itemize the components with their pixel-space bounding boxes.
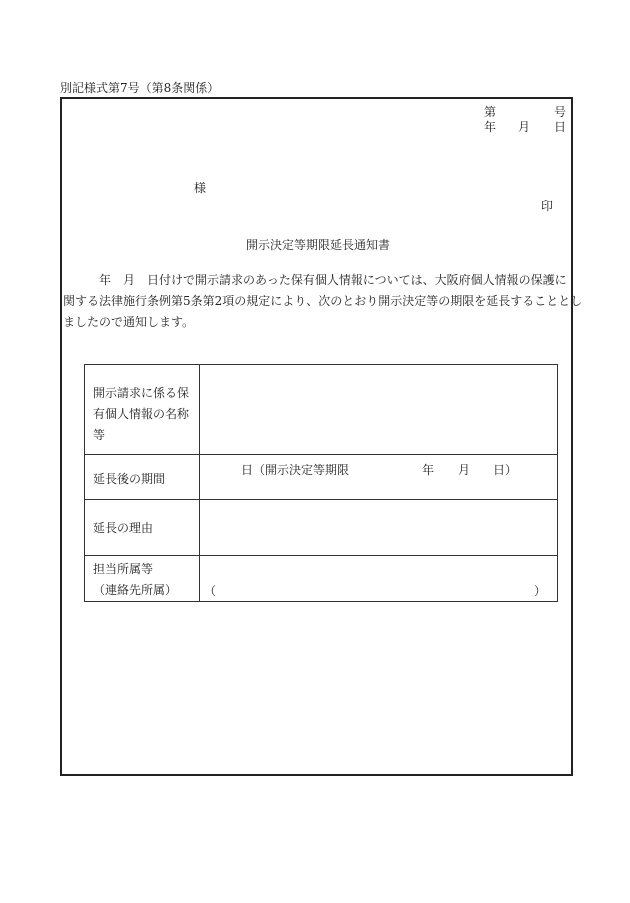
value-cell-name[interactable] <box>200 365 558 455</box>
close-paren: ） <box>534 584 547 598</box>
value-cell-contact[interactable] <box>200 556 558 602</box>
body-paragraph <box>63 270 583 333</box>
form-label: 別記様式第7号（第8条関係） <box>60 81 220 95</box>
open-paren: （ <box>204 584 217 598</box>
label-line: 担当所属等 <box>93 562 154 576</box>
table-row <box>85 556 558 602</box>
value-cell-reason[interactable] <box>200 500 558 556</box>
seal-mark: 印 <box>541 199 554 213</box>
body-line: 関する法律施行条例第5条第2項の規定により、次のとおり開示決定等の期限を延長することとし <box>63 294 583 308</box>
table-row <box>85 365 558 455</box>
period-day: 日（開示決定等期限 <box>241 463 350 477</box>
period-month: 月 <box>458 463 471 477</box>
date-year: 年 <box>484 120 497 134</box>
table-row <box>85 455 558 500</box>
table-row <box>85 500 558 556</box>
period-year: 年 <box>422 463 435 477</box>
label-line: （連絡先所属） <box>93 583 178 597</box>
addressee-suffix: 様 <box>194 181 207 195</box>
value-cell-extended-period[interactable] <box>200 455 558 500</box>
body-line: ましたので通知します。 <box>63 315 195 329</box>
label-line: 有個人情報の名称 <box>93 407 190 421</box>
label-cell <box>85 556 200 602</box>
label-line: 延長の理由 <box>93 521 154 535</box>
date-month: 月 <box>518 120 531 134</box>
label-cell <box>85 365 200 455</box>
number-suffix: 号 <box>554 105 567 119</box>
date-day: 日 <box>554 120 567 134</box>
number-prefix: 第 <box>484 105 497 119</box>
info-table <box>84 364 558 602</box>
label-cell <box>85 455 200 500</box>
body-line: 年 月 日付けで開示請求のあった保有個人情報については、大阪府個人情報の保護に <box>63 273 567 287</box>
period-day-close: 日） <box>493 463 518 477</box>
document-title: 開示決定等期限延長通知書 <box>246 238 391 252</box>
label-line: 等 <box>93 428 106 442</box>
label-line: 開示請求に係る保 <box>93 386 190 400</box>
label-line: 延長後の期間 <box>93 472 166 486</box>
label-cell <box>85 500 200 556</box>
